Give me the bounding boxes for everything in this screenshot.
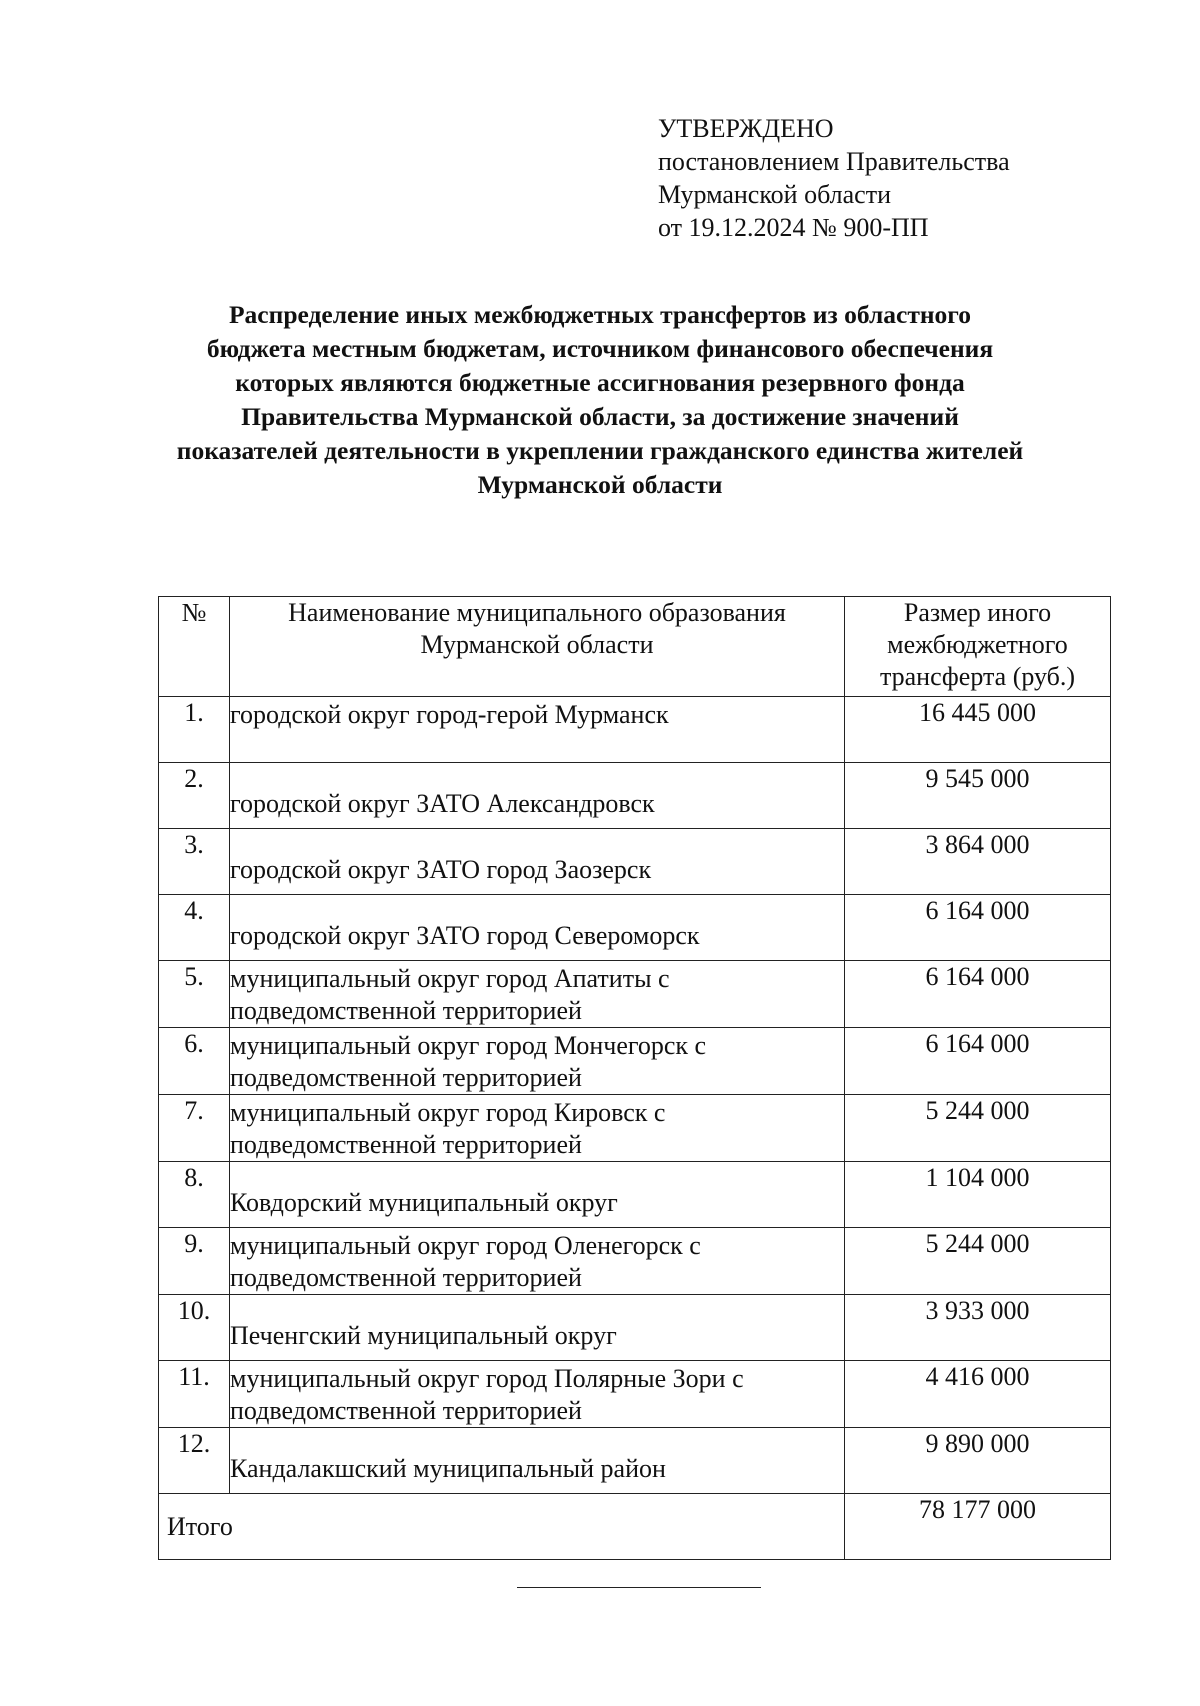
header-amount-line: трансферта (руб.) bbox=[879, 662, 1076, 691]
row-municipality-name bbox=[230, 763, 845, 829]
name-line: Ковдорский муниципальный округ bbox=[230, 1188, 618, 1217]
title-line: Мурманской области bbox=[477, 470, 723, 499]
table-header-row bbox=[159, 597, 1111, 697]
table-row bbox=[159, 1095, 1111, 1162]
name-line: подведомственной территорией bbox=[230, 1396, 582, 1425]
closing-rule bbox=[517, 1587, 761, 1588]
header-municipality-name bbox=[230, 597, 845, 697]
header-transfer-amount bbox=[845, 597, 1111, 697]
name-line: муниципальный округ город Мончегорск с bbox=[230, 1031, 707, 1060]
row-amount: 4 416 000 bbox=[845, 1361, 1111, 1428]
row-municipality-name bbox=[230, 961, 845, 1028]
table-row bbox=[159, 1295, 1111, 1361]
name-line: муниципальный округ город Полярные Зори с bbox=[230, 1364, 744, 1393]
table-row bbox=[159, 1028, 1111, 1095]
row-number: 7. bbox=[159, 1095, 230, 1162]
row-amount: 9 890 000 bbox=[845, 1428, 1111, 1494]
name-line: подведомственной территорией bbox=[230, 1130, 582, 1159]
table-row bbox=[159, 1428, 1111, 1494]
row-number: 11. bbox=[159, 1361, 230, 1428]
row-amount: 9 545 000 bbox=[845, 763, 1111, 829]
total-label: Итого bbox=[159, 1494, 845, 1560]
row-municipality-name bbox=[230, 895, 845, 961]
header-name-line: Наименование муниципального образования bbox=[288, 598, 786, 627]
row-amount: 5 244 000 bbox=[845, 1095, 1111, 1162]
row-number: 6. bbox=[159, 1028, 230, 1095]
row-municipality-name bbox=[230, 1095, 845, 1162]
row-number: 9. bbox=[159, 1228, 230, 1295]
table-body bbox=[159, 697, 1111, 1494]
row-municipality-name bbox=[230, 1361, 845, 1428]
title-line: Правительства Мурманской области, за достижение значений bbox=[241, 402, 959, 431]
header-amount-line: межбюджетного bbox=[887, 630, 1068, 659]
table-row bbox=[159, 895, 1111, 961]
row-amount: 1 104 000 bbox=[845, 1162, 1111, 1228]
name-line: подведомственной территорией bbox=[230, 996, 582, 1025]
approval-stamp bbox=[658, 112, 1010, 244]
row-number: 2. bbox=[159, 763, 230, 829]
row-municipality-name bbox=[230, 829, 845, 895]
approval-date-number: от 19.12.2024 № 900-ПП bbox=[658, 213, 929, 242]
row-municipality-name bbox=[230, 1028, 845, 1095]
distribution-table bbox=[158, 596, 1111, 1560]
row-number: 5. bbox=[159, 961, 230, 1028]
table-row bbox=[159, 763, 1111, 829]
row-amount: 3 864 000 bbox=[845, 829, 1111, 895]
document-title bbox=[150, 298, 1050, 502]
row-amount: 5 244 000 bbox=[845, 1228, 1111, 1295]
row-number: 12. bbox=[159, 1428, 230, 1494]
row-amount: 6 164 000 bbox=[845, 961, 1111, 1028]
title-line: которых являются бюджетные ассигнования резервного фонда bbox=[235, 368, 965, 397]
table-row bbox=[159, 1162, 1111, 1228]
header-name-line: Мурманской области bbox=[420, 630, 654, 659]
name-line: Печенгский муниципальный округ bbox=[230, 1321, 617, 1350]
row-municipality-name bbox=[230, 1428, 845, 1494]
name-line: подведомственной территорией bbox=[230, 1063, 582, 1092]
table-row bbox=[159, 1361, 1111, 1428]
name-line: муниципальный округ город Кировск с bbox=[230, 1098, 666, 1127]
name-line: городской округ ЗАТО Александровск bbox=[230, 789, 655, 818]
title-line: Распределение иных межбюджетных трансфертов из областного bbox=[228, 300, 971, 329]
name-line: городской округ город-герой Мурманск bbox=[230, 700, 669, 729]
row-municipality-name bbox=[230, 1228, 845, 1295]
name-line: городской округ ЗАТО город Заозерск bbox=[230, 855, 652, 884]
row-number: 3. bbox=[159, 829, 230, 895]
row-number: 4. bbox=[159, 895, 230, 961]
table-row bbox=[159, 961, 1111, 1028]
row-amount: 6 164 000 bbox=[845, 1028, 1111, 1095]
row-municipality-name bbox=[230, 1295, 845, 1361]
row-number: 10. bbox=[159, 1295, 230, 1361]
name-line: подведомственной территорией bbox=[230, 1263, 582, 1292]
approval-line: Мурманской области bbox=[658, 180, 891, 209]
row-amount: 3 933 000 bbox=[845, 1295, 1111, 1361]
row-number: 8. bbox=[159, 1162, 230, 1228]
table-row bbox=[159, 829, 1111, 895]
row-amount: 16 445 000 bbox=[845, 697, 1111, 763]
row-number: 1. bbox=[159, 697, 230, 763]
title-line: показателей деятельности в укреплении гражданского единства жителей bbox=[176, 436, 1024, 465]
row-amount: 6 164 000 bbox=[845, 895, 1111, 961]
header-number: № bbox=[159, 597, 230, 697]
name-line: муниципальный округ город Оленегорск с bbox=[230, 1231, 701, 1260]
table-row bbox=[159, 1228, 1111, 1295]
approval-line: постановлением Правительства bbox=[658, 147, 1010, 176]
name-line: городской округ ЗАТО город Североморск bbox=[230, 921, 700, 950]
name-line: муниципальный округ город Апатиты с bbox=[230, 964, 670, 993]
name-line: Кандалакшский муниципальный район bbox=[230, 1454, 666, 1483]
header-amount-line: Размер иного bbox=[903, 598, 1052, 627]
row-municipality-name bbox=[230, 1162, 845, 1228]
total-amount: 78 177 000 bbox=[845, 1494, 1111, 1560]
total-row bbox=[159, 1494, 1111, 1560]
approval-heading: УТВЕРЖДЕНО bbox=[658, 114, 834, 143]
title-line: бюджета местным бюджетам, источником финансового обеспечения bbox=[206, 334, 994, 363]
table-row bbox=[159, 697, 1111, 763]
row-municipality-name bbox=[230, 697, 845, 763]
